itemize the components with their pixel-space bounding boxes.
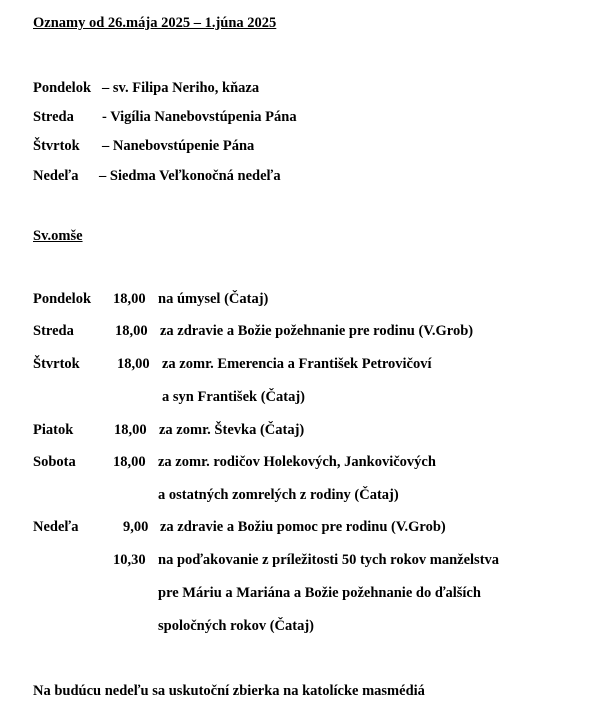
mass-day: Nedeľa xyxy=(33,519,79,535)
mass-intention-continued: a syn František (Čataj) xyxy=(162,389,305,405)
mass-time: 18,00 xyxy=(114,422,147,438)
feast-text: - Vigília Nanebovstúpenia Pána xyxy=(102,109,297,125)
mass-intention: za zdravie a Božiu pomoc pre rodinu (V.Grob) xyxy=(160,519,446,535)
feast-day: Štvrtok xyxy=(33,138,80,154)
mass-intention: za zomr. Emerencia a František Petrovičoví xyxy=(162,356,432,372)
masses-heading: Sv.omše xyxy=(33,228,83,244)
mass-time: 18,00 xyxy=(113,291,146,307)
feast-text: – Siedma Veľkonočná nedeľa xyxy=(99,168,281,184)
mass-day: Štvrtok xyxy=(33,356,80,372)
mass-intention: na poďakovanie z príležitosti 50 tych rokov manželstva xyxy=(158,552,500,568)
mass-day: Sobota xyxy=(33,454,76,470)
feast-day: Streda xyxy=(33,109,74,125)
feast-day: Nedeľa xyxy=(33,168,79,184)
mass-time: 18,00 xyxy=(113,454,146,470)
mass-time: 10,30 xyxy=(113,552,146,568)
mass-time: 18,00 xyxy=(115,323,148,339)
mass-day: Piatok xyxy=(33,422,74,438)
feast-day: Pondelok xyxy=(33,80,92,96)
collection-announcement: Na budúcu nedeľu sa uskutoční zbierka na katolícke masmédiá xyxy=(33,683,425,699)
feast-text: – sv. Filipa Neriho, kňaza xyxy=(102,80,260,96)
page-title: Oznamy od 26.mája 2025 – 1.júna 2025 xyxy=(33,15,277,31)
mass-intention-continued: a ostatných zomrelých z rodiny (Čataj) xyxy=(158,487,399,503)
mass-day: Streda xyxy=(33,323,74,339)
mass-time: 18,00 xyxy=(117,356,150,372)
mass-intention-continued: spoločných rokov (Čataj) xyxy=(158,618,315,634)
mass-intention: na úmysel (Čataj) xyxy=(158,291,269,307)
feast-text: – Nanebovstúpenie Pána xyxy=(102,138,255,154)
mass-intention: za zomr. rodičov Holekových, Jankovičových xyxy=(158,454,436,470)
mass-intention-continued: pre Máriu a Mariána a Božie požehnanie do ďalších xyxy=(158,585,481,601)
mass-time: 9,00 xyxy=(123,519,149,535)
mass-day: Pondelok xyxy=(33,291,92,307)
mass-intention: za zomr. Števka (Čataj) xyxy=(159,422,305,438)
mass-intention: za zdravie a Božie požehnanie pre rodinu (V.Grob) xyxy=(160,323,474,339)
